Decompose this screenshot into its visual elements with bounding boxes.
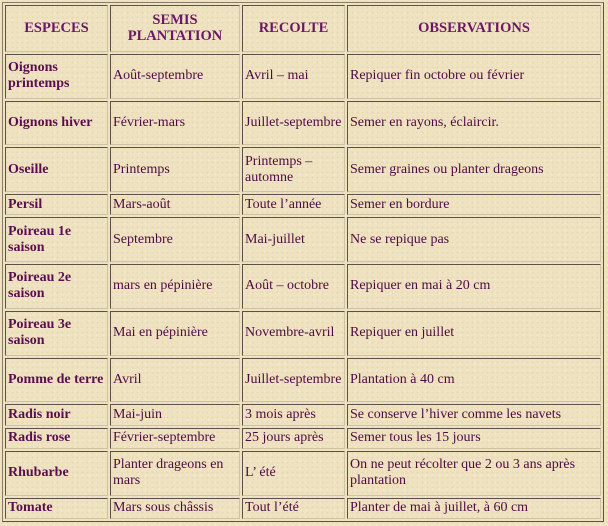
header-especes: ESPECES	[5, 5, 108, 52]
semis-cell: Février-septembre	[110, 428, 240, 449]
recolte-cell: Juillet-septembre	[242, 101, 345, 146]
observations-cell: Repiquer en mai à 20 cm	[347, 264, 601, 309]
observations-cell: Se conserve l’hiver comme les navets	[347, 404, 601, 425]
recolte-cell: Tout l’été	[242, 498, 345, 519]
observations-cell: Semer graines ou planter drageons	[347, 147, 601, 192]
semis-cell: Août-septembre	[110, 54, 240, 99]
crop-table	[3, 3, 603, 521]
species-cell: Poireau 3e saison	[5, 311, 108, 356]
table-row	[5, 451, 601, 496]
header-recolte: RECOLTE	[242, 5, 345, 52]
table-row	[5, 358, 601, 403]
semis-cell: Mars-août	[110, 194, 240, 215]
semis-cell: Avril	[110, 358, 240, 403]
recolte-cell: L’ été	[242, 451, 345, 496]
observations-cell: Semer tous les 15 jours	[347, 428, 601, 449]
recolte-cell: 25 jours après	[242, 428, 345, 449]
species-cell: Radis noir	[5, 404, 108, 425]
observations-cell: Repiquer en juillet	[347, 311, 601, 356]
observations-cell: On ne peut récolter que 2 ou 3 ans après plantation	[347, 451, 601, 496]
semis-cell: Mars sous châssis	[110, 498, 240, 519]
recolte-cell: Avril – mai	[242, 54, 345, 99]
semis-cell: Mai en pépinière	[110, 311, 240, 356]
table-row	[5, 311, 601, 356]
header-semis-plantation-text: SEMIS PLANTATION	[127, 12, 223, 45]
species-cell: Poireau 2e saison	[5, 264, 108, 309]
table-row	[5, 194, 601, 215]
header-row	[5, 5, 601, 52]
header-semis-plantation	[110, 5, 240, 52]
recolte-cell: Août – octobre	[242, 264, 345, 309]
species-cell: Oignons printemps	[5, 54, 108, 99]
header-observations: OBSERVATIONS	[347, 5, 601, 52]
species-cell: Rhubarbe	[5, 451, 108, 496]
table-row	[5, 264, 601, 309]
semis-cell: Mai-juin	[110, 404, 240, 425]
observations-cell: Semer en bordure	[347, 194, 601, 215]
observations-cell: Plantation à 40 cm	[347, 358, 601, 403]
table-row	[5, 54, 601, 99]
table-row	[5, 147, 601, 192]
vegetable-calendar-table	[2, 2, 604, 522]
observations-cell: Semer en rayons, éclaircir.	[347, 101, 601, 146]
semis-cell: mars en pépinière	[110, 264, 240, 309]
semis-cell: Février-mars	[110, 101, 240, 146]
recolte-cell: 3 mois après	[242, 404, 345, 425]
table-row	[5, 498, 601, 519]
semis-cell: Septembre	[110, 217, 240, 262]
species-cell: Tomate	[5, 498, 108, 519]
table-row	[5, 404, 601, 425]
species-cell: Oseille	[5, 147, 108, 192]
table-row	[5, 428, 601, 449]
species-cell: Persil	[5, 194, 108, 215]
recolte-cell: Juillet-septembre	[242, 358, 345, 403]
table-row	[5, 101, 601, 146]
recolte-cell: Novembre-avril	[242, 311, 345, 356]
observations-cell: Ne se repique pas	[347, 217, 601, 262]
species-cell: Oignons hiver	[5, 101, 108, 146]
semis-cell: Planter drageons en mars	[110, 451, 240, 496]
observations-cell: Planter de mai à juillet, à 60 cm	[347, 498, 601, 519]
observations-cell: Repiquer fin octobre ou février	[347, 54, 601, 99]
semis-cell: Printemps	[110, 147, 240, 192]
recolte-cell: Toute l’année	[242, 194, 345, 215]
species-cell: Poireau 1e saison	[5, 217, 108, 262]
species-cell: Pomme de terre	[5, 358, 108, 403]
species-cell: Radis rose	[5, 428, 108, 449]
recolte-cell: Printemps – automne	[242, 147, 345, 192]
recolte-cell: Mai-juillet	[242, 217, 345, 262]
table-row	[5, 217, 601, 262]
